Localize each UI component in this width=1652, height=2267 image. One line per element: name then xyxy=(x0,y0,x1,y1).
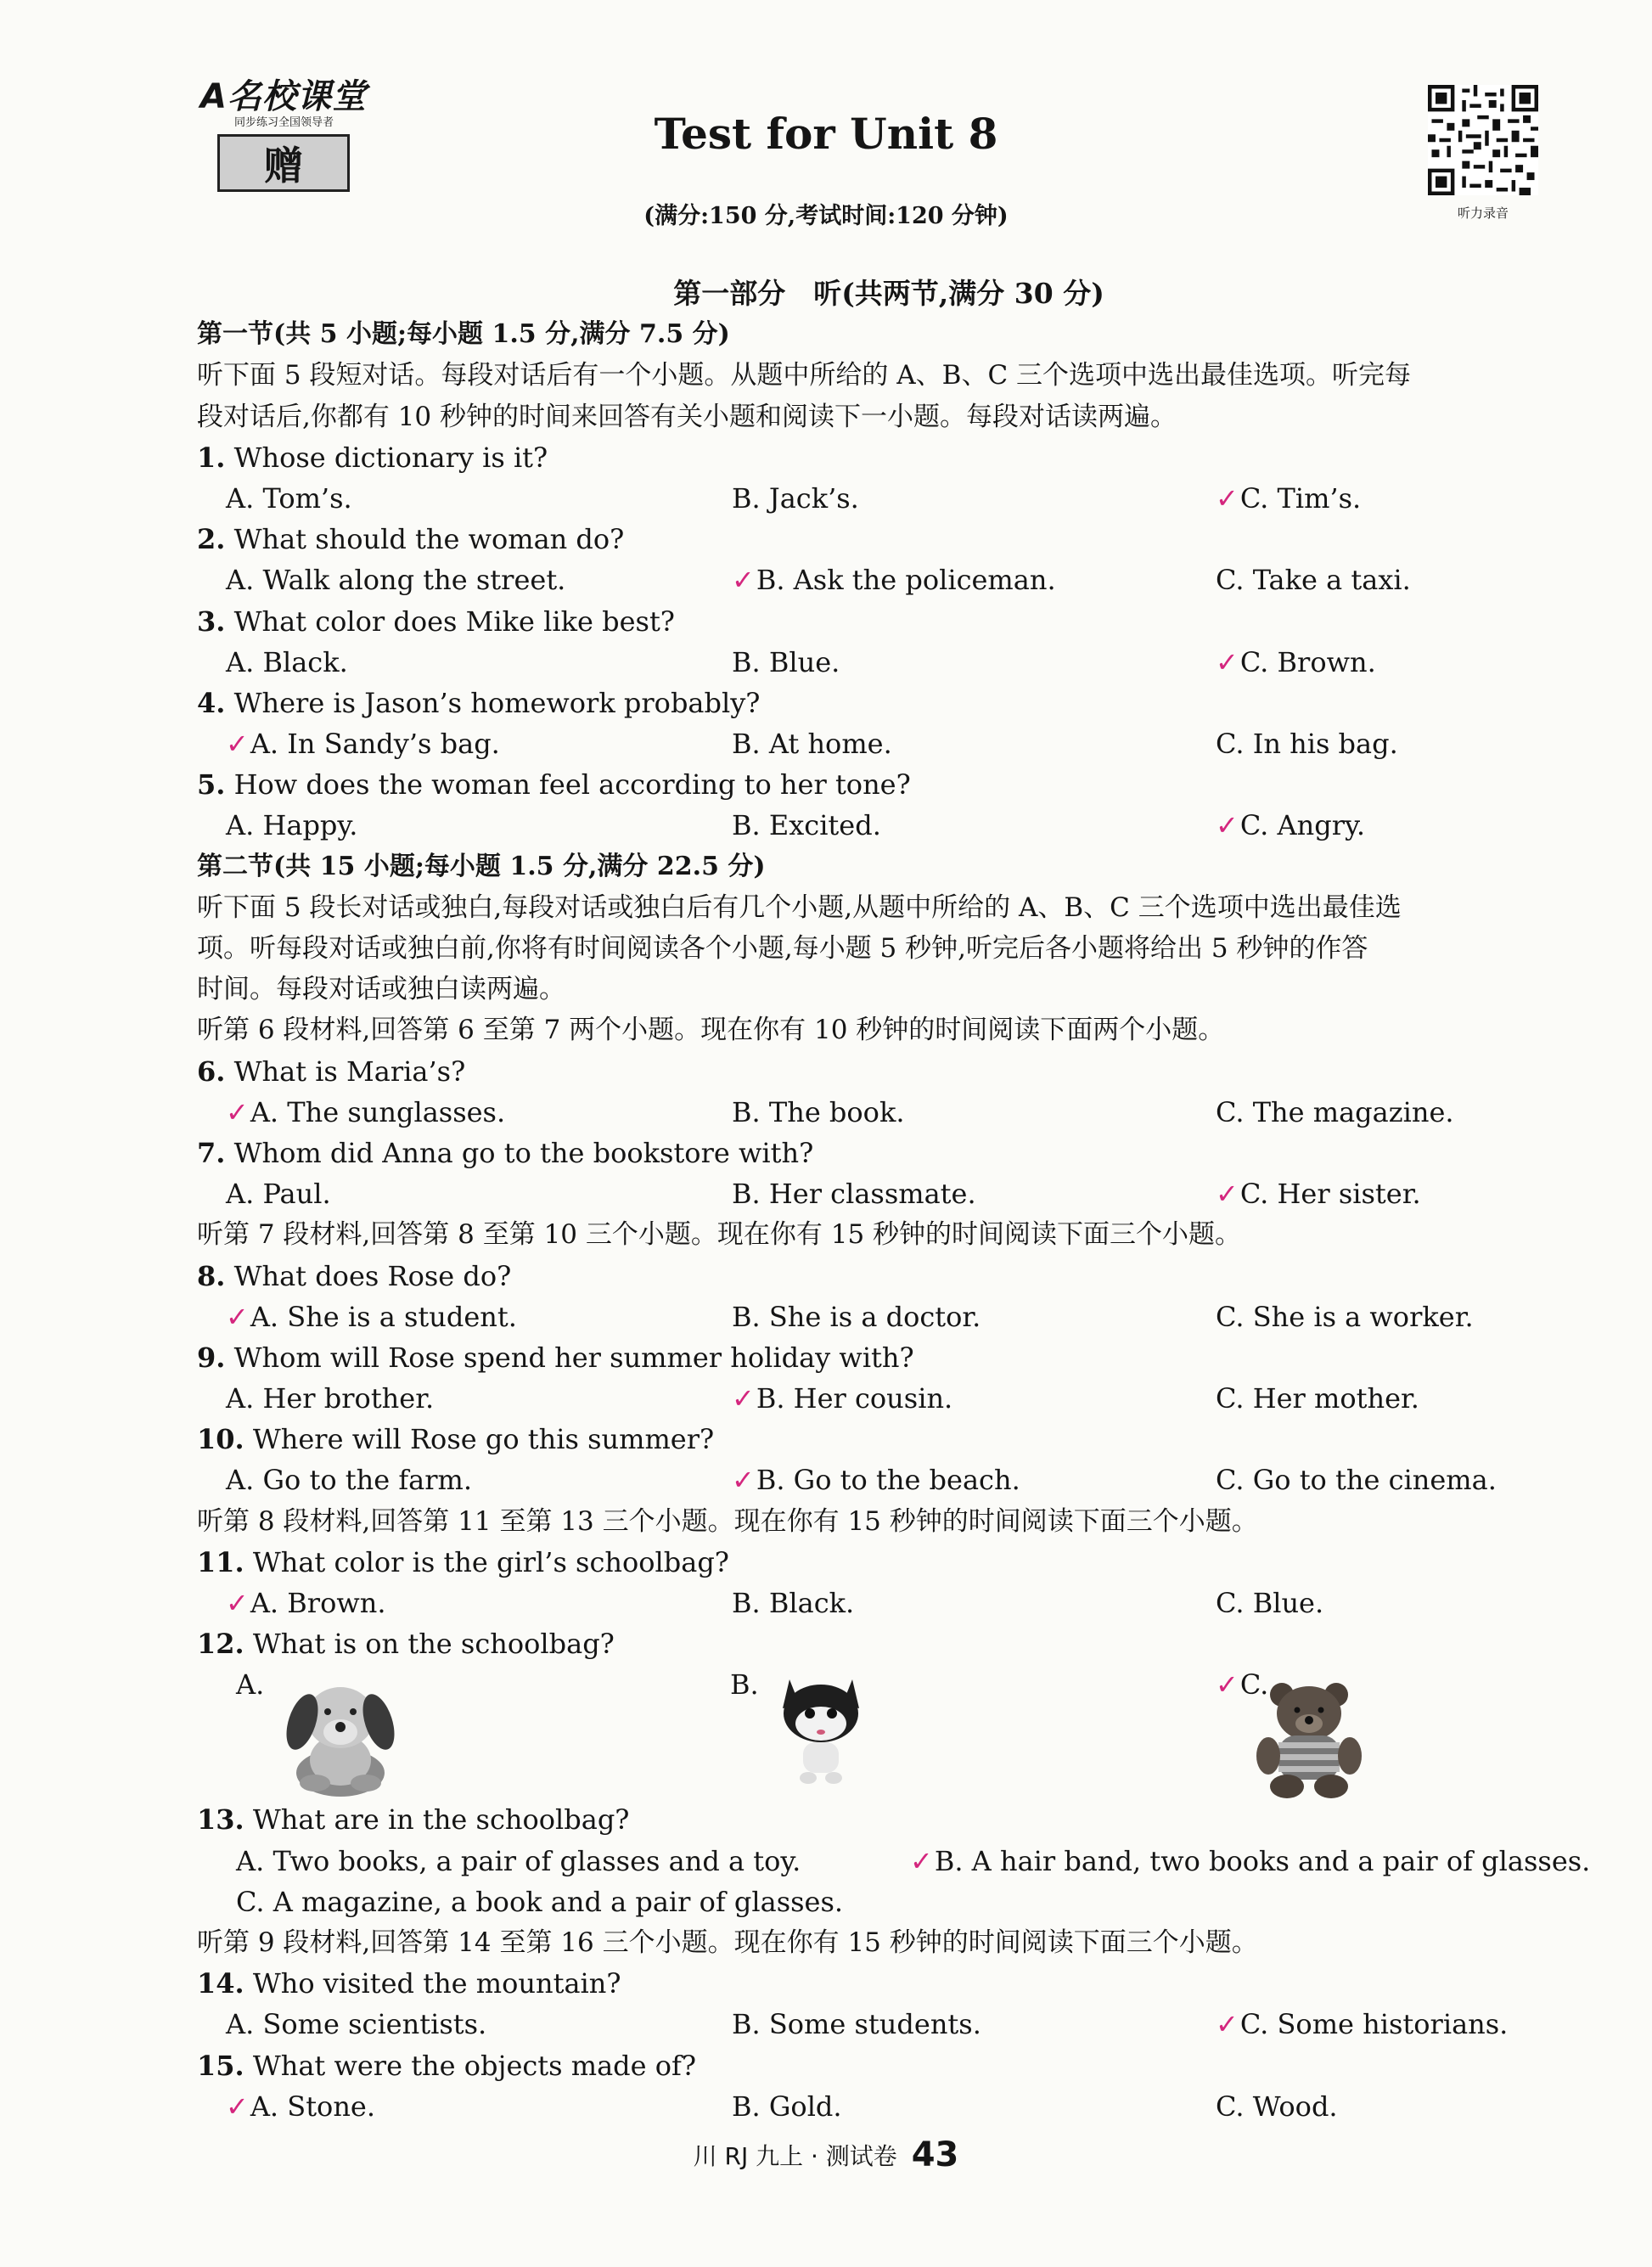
option-row xyxy=(197,1173,1581,1214)
option-row xyxy=(197,723,1581,764)
option-text: B. Blue. xyxy=(732,645,840,678)
instruction-line: 项。听每段对话或独白前,你将有时间阅读各个小题,每小题 5 秒钟,听完后各小题将给出 5 秒钟的作答 xyxy=(197,933,1368,964)
question-text: What is on the schoolbag? xyxy=(252,1628,615,1661)
test-content xyxy=(197,273,1591,2127)
option[interactable] xyxy=(732,1173,976,1214)
option[interactable] xyxy=(226,1378,434,1419)
material-note: 听第 9 段材料,回答第 14 至第 16 三个小题。现在你有 15 秒钟的时间阅读下面三个小题。 xyxy=(197,1927,1258,1958)
option-text: B. Black. xyxy=(732,1587,855,1619)
option[interactable] xyxy=(1216,2004,1508,2045)
option-text: B. Her classmate. xyxy=(732,1178,976,1211)
option-text: C. She is a worker. xyxy=(1216,1300,1474,1333)
question-stem xyxy=(197,1419,1581,1460)
check-mark-icon: ✓ xyxy=(1216,645,1239,678)
section-title: 第一节(共 5 小题;每小题 1.5 分,满分 7.5 分) xyxy=(197,319,730,350)
option-text: B. Ask the policeman. xyxy=(756,564,1056,597)
option-text: C. Blue. xyxy=(1216,1587,1324,1619)
toy-cat-picture xyxy=(774,1661,868,1788)
option-text: C. Tim’s. xyxy=(1239,481,1362,515)
option[interactable] xyxy=(732,805,881,846)
question-stem xyxy=(197,601,1581,642)
footer-label: 川 RJ 九上 · 测试卷 xyxy=(693,2142,897,2170)
option-text: B. xyxy=(730,1668,759,1702)
option-text: C. Angry. xyxy=(1239,809,1365,842)
option[interactable] xyxy=(732,478,859,519)
option[interactable] xyxy=(910,1841,1590,1882)
option[interactable] xyxy=(1216,805,1365,846)
brand-name: A名校课堂 xyxy=(200,77,367,116)
check-mark-icon: ✓ xyxy=(226,1300,249,1333)
option-text: B. She is a doctor. xyxy=(732,1300,981,1333)
option-row xyxy=(197,642,1581,683)
option-text: A. Brown. xyxy=(250,1587,386,1619)
question-number: 11. xyxy=(197,1545,244,1578)
question-number: 5. xyxy=(197,768,226,802)
option-text: B. At home. xyxy=(732,728,892,761)
option-text: A. In Sandy’s bag. xyxy=(250,728,500,761)
question-4 xyxy=(197,683,1581,764)
question-text: What were the objects made of? xyxy=(252,2049,697,2082)
option-row xyxy=(197,2004,1581,2045)
option[interactable] xyxy=(226,1092,505,1133)
option[interactable] xyxy=(226,1583,386,1623)
material-note: 听第 7 段材料,回答第 8 至第 10 三个小题。现在你有 15 秒钟的时间阅读下面三个小题。 xyxy=(197,1219,1242,1251)
question-number: 7. xyxy=(197,1136,226,1169)
option-text: A. Stone. xyxy=(250,2090,376,2123)
option-text: B. Excited. xyxy=(732,809,881,842)
option-text: C. Brown. xyxy=(1239,645,1376,678)
option-row xyxy=(197,1460,1581,1500)
option-text: B. Her cousin. xyxy=(756,1382,953,1415)
part-title: 第一部分 听(共两节,满分 30 分) xyxy=(673,277,1104,310)
question-text: Whom will Rose spend her summer holiday with? xyxy=(233,1341,914,1374)
option[interactable] xyxy=(1216,478,1361,519)
question-text: Where is Jason’s homework probably? xyxy=(233,686,761,719)
option-text: A. The sunglasses. xyxy=(250,1095,506,1128)
option[interactable] xyxy=(226,2086,375,2127)
section-title: 第二节(共 15 小题;每小题 1.5 分,满分 22.5 分) xyxy=(197,851,766,881)
option[interactable] xyxy=(236,1841,801,1882)
instruction-line: 时间。每段对话或独白读两遍。 xyxy=(197,974,565,1005)
check-mark-icon: ✓ xyxy=(732,564,755,597)
question-number: 3. xyxy=(197,605,226,638)
question-stem xyxy=(197,1623,1581,1664)
check-mark-icon: ✓ xyxy=(732,1382,755,1415)
question-text: What color is the girl’s schoolbag? xyxy=(252,1545,729,1578)
gift-stamp: 赠 xyxy=(217,134,350,192)
check-mark-icon: ✓ xyxy=(226,1095,249,1128)
instruction-line: 听下面 5 段长对话或独白,每段对话或独白后有几个小题,从题中所给的 A、B、C 三个选项中选出最佳选 xyxy=(197,892,1402,923)
option[interactable] xyxy=(226,805,357,846)
option-text: C. The magazine. xyxy=(1216,1095,1454,1128)
option[interactable] xyxy=(732,1378,952,1419)
option-row xyxy=(197,1092,1581,1133)
check-mark-icon: ✓ xyxy=(226,728,249,761)
question-stem xyxy=(197,1799,1581,1840)
page-footer xyxy=(0,2135,1652,2174)
qr-caption: 听力录音 xyxy=(1457,205,1509,221)
option-text: C. Some historians. xyxy=(1239,2008,1509,2041)
question-text: Whom did Anna go to the bookstore with? xyxy=(233,1136,814,1169)
question-stem xyxy=(197,683,1581,723)
option-text: C. Her mother. xyxy=(1216,1382,1419,1415)
option-text: A. Tom’s. xyxy=(226,481,352,515)
picture-options xyxy=(197,1664,1581,1799)
question-stem xyxy=(197,764,1581,805)
option-row xyxy=(197,2086,1581,2127)
brand-tagline: 同步练习全国领导者 xyxy=(234,116,334,129)
question-number: 4. xyxy=(197,686,226,719)
question-number: 13. xyxy=(197,1803,244,1837)
option[interactable] xyxy=(732,1460,1020,1500)
check-mark-icon: ✓ xyxy=(1216,2008,1239,2041)
question-3 xyxy=(197,601,1581,683)
question-text: What does Rose do? xyxy=(233,1259,512,1292)
option[interactable] xyxy=(1216,1583,1323,1623)
option-row xyxy=(197,1297,1581,1337)
question-11 xyxy=(197,1542,1581,1623)
teddy-bear-picture xyxy=(1250,1676,1368,1799)
question-number: 15. xyxy=(197,2049,244,2082)
option[interactable] xyxy=(732,560,1056,600)
page-title: Test for Unit 8 xyxy=(654,109,998,159)
option[interactable] xyxy=(732,1583,854,1623)
page-subtitle: (满分:150 分,考试时间:120 分钟) xyxy=(643,203,1009,229)
check-mark-icon: ✓ xyxy=(1216,1668,1239,1702)
option[interactable] xyxy=(1216,560,1411,600)
question-9 xyxy=(197,1337,1581,1419)
option-text: C. In his bag. xyxy=(1216,728,1398,761)
check-mark-icon: ✓ xyxy=(226,2090,249,2123)
option[interactable] xyxy=(732,723,892,764)
option[interactable] xyxy=(226,642,348,683)
question-text: How does the woman feel according to her tone? xyxy=(233,768,911,802)
option[interactable] xyxy=(730,1664,759,1705)
option[interactable] xyxy=(732,2086,842,2127)
option-row xyxy=(197,805,1581,846)
option-text: B. Jack’s. xyxy=(732,481,859,515)
question-stem xyxy=(197,1133,1581,1173)
page-number: 43 xyxy=(911,2135,959,2174)
check-mark-icon: ✓ xyxy=(1216,1178,1239,1211)
question-number: 10. xyxy=(197,1423,244,1456)
question-number: 6. xyxy=(197,1055,226,1088)
option[interactable] xyxy=(226,560,565,600)
question-text: Where will Rose go this summer? xyxy=(252,1423,715,1456)
option-text: A. Her brother. xyxy=(226,1382,435,1415)
question-2 xyxy=(197,519,1581,600)
question-stem xyxy=(197,1337,1581,1378)
option[interactable] xyxy=(732,642,840,683)
question-text: What are in the schoolbag? xyxy=(252,1803,630,1837)
question-number: 9. xyxy=(197,1341,226,1374)
question-stem xyxy=(197,2045,1581,2086)
check-mark-icon: ✓ xyxy=(910,1844,933,1877)
question-7 xyxy=(197,1133,1581,1214)
option[interactable] xyxy=(1216,723,1398,764)
option-text: B. A hair band, two books and a pair of glasses. xyxy=(934,1844,1591,1877)
option-text: C. A magazine, a book and a pair of glasses. xyxy=(236,1885,844,1918)
option[interactable] xyxy=(1216,1297,1474,1337)
option[interactable] xyxy=(226,1297,517,1337)
question-15 xyxy=(197,2045,1581,2127)
check-mark-icon: ✓ xyxy=(226,1587,249,1619)
option-text: A. xyxy=(236,1668,265,1702)
option[interactable] xyxy=(226,723,500,764)
instruction-line: 听下面 5 段短对话。每段对话后有一个小题。从题中所给的 A、B、C 三个选项中选出最佳选项。听完每 xyxy=(197,360,1412,391)
question-stem xyxy=(197,1051,1581,1092)
option-text: A. She is a student. xyxy=(250,1300,517,1333)
question-1 xyxy=(197,437,1581,519)
option-text: A. Paul. xyxy=(226,1178,331,1211)
option-text: A. Happy. xyxy=(226,809,358,842)
question-number: 12. xyxy=(197,1628,244,1661)
check-mark-icon: ✓ xyxy=(1216,809,1239,842)
option[interactable] xyxy=(1216,1092,1454,1133)
question-text: What is Maria’s? xyxy=(233,1055,466,1088)
option[interactable] xyxy=(236,1882,843,1922)
option-text: C. Wood. xyxy=(1216,2090,1338,2123)
option-text: C. xyxy=(1239,1668,1269,1702)
question-5 xyxy=(197,764,1581,846)
check-mark-icon: ✓ xyxy=(732,1464,755,1497)
question-8 xyxy=(197,1256,1581,1337)
material-note: 听第 6 段材料,回答第 6 至第 7 两个小题。现在你有 10 秒钟的时间阅读下面两个小题。 xyxy=(197,1015,1225,1046)
option-text: A. Walk along the street. xyxy=(226,564,566,597)
material-note: 听第 8 段材料,回答第 11 至第 13 三个小题。现在你有 15 秒钟的时间阅读下面三个小题。 xyxy=(197,1505,1258,1537)
option-text: C. Take a taxi. xyxy=(1216,564,1411,597)
option[interactable] xyxy=(1216,1378,1419,1419)
option-text: A. Go to the farm. xyxy=(226,1464,473,1497)
question-number: 2. xyxy=(197,523,226,556)
question-text: What should the woman do? xyxy=(233,523,625,556)
option-row xyxy=(197,1583,1581,1623)
option[interactable] xyxy=(732,1297,981,1337)
option[interactable] xyxy=(732,2004,981,2045)
check-mark-icon: ✓ xyxy=(1216,481,1239,515)
option-text: A. Some scientists. xyxy=(226,2008,487,2041)
question-stem xyxy=(197,519,1581,560)
option-text: C. Go to the cinema. xyxy=(1216,1464,1497,1497)
option-text: B. The book. xyxy=(732,1095,905,1128)
question-text: Whose dictionary is it? xyxy=(233,441,548,474)
question-10 xyxy=(197,1419,1581,1500)
question-number: 14. xyxy=(197,1967,244,2000)
question-stem xyxy=(197,1963,1581,2004)
option[interactable] xyxy=(1216,1173,1421,1214)
question-text: Who visited the mountain? xyxy=(252,1967,621,2000)
option-text: B. Gold. xyxy=(732,2090,842,2123)
question-text: What color does Mike like best? xyxy=(233,605,675,638)
question-14 xyxy=(197,1963,1581,2045)
option-text: A. Black. xyxy=(226,645,348,678)
instruction-line: 段对话后,你都有 10 秒钟的时间来回答有关小题和阅读下一小题。每段对话读两遍。 xyxy=(197,401,1177,432)
option[interactable] xyxy=(1216,1460,1497,1500)
question-number: 1. xyxy=(197,441,226,474)
option-text: B. Go to the beach. xyxy=(756,1464,1020,1497)
option[interactable] xyxy=(226,1173,331,1214)
question-stem xyxy=(197,437,1581,478)
option-row xyxy=(197,560,1581,600)
option-text: B. Some students. xyxy=(732,2008,981,2041)
question-number: 8. xyxy=(197,1259,226,1292)
option-row xyxy=(197,478,1581,519)
option-row xyxy=(197,1882,1581,1922)
question-stem xyxy=(197,1542,1581,1583)
question-6 xyxy=(197,1051,1581,1133)
option-row xyxy=(197,1841,1591,1882)
option[interactable] xyxy=(732,1092,905,1133)
option[interactable] xyxy=(226,2004,486,2045)
option-text: C. Her sister. xyxy=(1239,1178,1421,1211)
option[interactable] xyxy=(226,1460,472,1500)
option[interactable] xyxy=(1216,642,1376,683)
toy-dog-picture xyxy=(277,1671,404,1798)
option[interactable] xyxy=(226,478,352,519)
option-text: A. Two books, a pair of glasses and a toy. xyxy=(236,1844,801,1877)
question-stem xyxy=(197,1256,1581,1297)
option-row xyxy=(197,1378,1581,1419)
option[interactable] xyxy=(236,1664,264,1705)
option[interactable] xyxy=(1216,2086,1338,2127)
